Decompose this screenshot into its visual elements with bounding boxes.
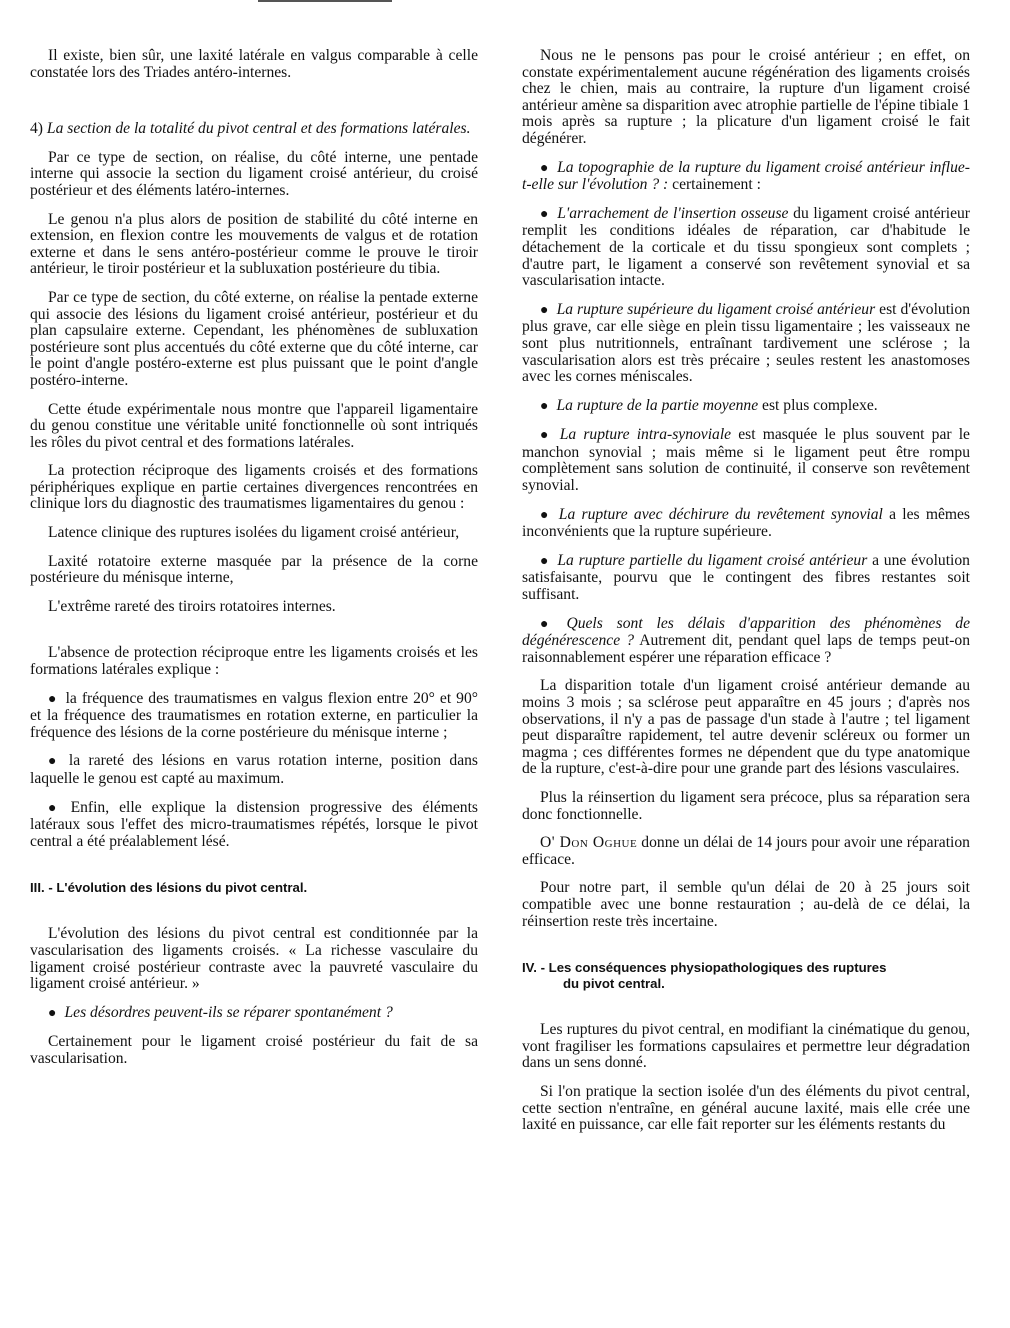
section-4-title bbox=[30, 121, 478, 138]
right-column bbox=[522, 48, 970, 1146]
paragraph: Plus la réinsertion du ligament sera précoce, plus sa réparation sera donc fonctionnelle. bbox=[522, 788, 970, 823]
paragraph: Par ce type de section, on réalise, du côté interne, une pentade interne qui associe la section du ligament croisé antérieur, du croisé postérieur et des éléments latéro-internes. bbox=[30, 148, 478, 199]
paragraph: La protection réciproque des ligaments croisés et des formations périphériques explique en partie certaines divergences rencontrées en clinique lors du diagnostic des traumatismes ligamentaires du genou : bbox=[30, 462, 478, 513]
bullet-item: ● Les désordres peuvent-ils se réparer spontanément ? bbox=[48, 1003, 393, 1021]
author-name: O' Don Oghue bbox=[540, 834, 638, 852]
paragraph: Il existe, bien sûr, une laxité latérale en valgus comparable à celle constatée lors des Triades antéro-internes. bbox=[30, 47, 478, 81]
paragraph: L'extrême rareté des tiroirs rotatoires internes. bbox=[48, 597, 336, 615]
bullet-item: ● La rupture avec déchirure du revêtement synovial a les mêmes inconvénients que la rupture supérieure. bbox=[522, 505, 970, 541]
section-number: 4) bbox=[30, 120, 43, 138]
paragraph: O' Don Oghue donne un délai de 14 jours pour avoir une réparation efficace. bbox=[522, 834, 970, 868]
paragraph: La disparition totale d'un ligament croisé antérieur demande au moins 3 mois ; sa sclérose peut apparaître en 45 jours ; d'après nos observations, il n'y a pas de passage d'un stade à l'autre ; tel ligament peut disparaître rapidement, tel autre devenir scléreux ou former un magma ; ces différentes formes ne dépendent que du type anatomique de la rupture, c'est-à-dire pour une grande part des lésions vasculaires. bbox=[522, 677, 970, 778]
bullet-item: ● La rupture supérieure du ligament croisé antérieur est d'évolution plus grave, car elle siège en plein tissu ligamentaire ; les vaisseaux ne sont plus nutritionnels, entraînant tardivement une sclérose ; la vascularisation alors est très précaire ; seules restent les anastomoses avec les cornes méniscales. bbox=[522, 300, 970, 386]
paragraph: L'absence de protection réciproque entre les ligaments croisés et les formations latérales explique : bbox=[30, 644, 478, 679]
top-rule bbox=[258, 0, 392, 2]
bullet-icon: ● bbox=[48, 800, 63, 816]
paragraph: Nous ne le pensons pas pour le croisé antérieur ; en effet, on constate expérimentalement aucune régénération des ligaments croisés chez le chien, mais au contraire, la rupture d'un ligament croisé antérieur amène sa disparition avec atrophie partielle de l'épine tibiale 1 mois après sa rupture ; la plicature d'un ligament croisé le fait dégénérer. bbox=[522, 47, 970, 147]
bullet-icon: ● bbox=[540, 507, 551, 523]
bullet-icon: ● bbox=[48, 691, 58, 707]
bullet-icon: ● bbox=[540, 398, 549, 414]
paragraph: Certainement pour le ligament croisé postérieur du fait de sa vascularisation. bbox=[30, 1033, 478, 1067]
section-3-heading: III. - L'évolution des lésions du pivot central. bbox=[30, 880, 308, 896]
paragraph: Si l'on pratique la section isolée d'un des éléments du pivot central, cette section n'entraîne, en général aucune laxité, mais elle crée une laxité en puissance, car elle fait reporter sur les éléments restants du bbox=[522, 1082, 970, 1134]
bullet-item: ● La rupture intra-synoviale est masquée le plus souvent par le manchon synovial ; mais même si le ligament peut être rompu complètement sans solution de continuité, il conserve son revêtement synovial. bbox=[522, 426, 970, 495]
bullet-icon: ● bbox=[540, 553, 550, 569]
paragraph: Les ruptures du pivot central, en modifiant la cinématique du genou, vont fragiliser les formations capsulaires et permettre leur dégradation dans un sens donné. bbox=[522, 1021, 970, 1072]
left-column bbox=[30, 48, 478, 1080]
bullet-icon: ● bbox=[48, 754, 61, 770]
bullet-icon: ● bbox=[540, 302, 549, 318]
bullet-item: ● la rareté des lésions en varus rotation interne, position dans laquelle le genou est capté au maximum. bbox=[30, 752, 478, 787]
paragraph: Latence clinique des ruptures isolées du ligament croisé antérieur, bbox=[48, 524, 460, 542]
bullet-item: ● la fréquence des traumatismes en valgus flexion entre 20° et 90° et la fréquence des traumatismes en rotation externe, en particulier la fréquence des lésions de la corne postérieure du ménisque interne ; bbox=[30, 689, 478, 741]
bullet-item: ● La rupture de la partie moyenne est plus complexe. bbox=[540, 396, 878, 414]
bullet-item: ● L'arrachement de l'insertion osseuse du ligament croisé antérieur remplit les conditions idéales de réparation, car d'habitude le détachement de la corticale et du tissu spongieux sont complets ; d'autre part, le ligament a conservé son revêtement synovial et sa vascularisation intacte. bbox=[522, 204, 970, 290]
bullet-item: ● La rupture partielle du ligament croisé antérieur a une évolution satisfaisante, pourvu que le contingent des fibres restantes soit suffisant. bbox=[522, 551, 970, 604]
paragraph: Laxité rotatoire externe masquée par la présence de la corne postérieure du ménisque interne, bbox=[30, 552, 478, 587]
bullet-item: ● Quels sont les délais d'apparition des phénomènes de dégénérescence ? Autrement dit, pendant quel laps de temps peut-on raisonnablement espérer une réparation efficace ? bbox=[522, 614, 971, 666]
paragraph: Le genou n'a plus alors de position de stabilité du côté interne en extension, en flexion contre les mouvements de valgus et de rotation externe et dans le sens antéro-postérieur comme le prouve le tiroir antérieur, le tiroir postérieur et la subluxation postérieure du tibia. bbox=[30, 210, 478, 278]
bullet-icon: ● bbox=[540, 160, 550, 176]
paragraph: L'évolution des lésions du pivot central est conditionnée par la vascularisation des ligaments croisés. « La richesse vasculaire du ligament croisé postérieur contraste avec la pauvreté vasculaire du ligament croisé antérieur. » bbox=[30, 925, 478, 993]
bullet-item: ● La topographie de la rupture du ligament croisé antérieur influe-t-elle sur l'évolution ? : certainement : bbox=[522, 158, 970, 194]
bullet-icon: ● bbox=[540, 206, 550, 222]
bullet-item: ● Enfin, elle explique la distension progressive des éléments latéraux sous l'effet des micro-traumatismes répétés, lorsque le pivot central a été préalablement lésé. bbox=[30, 798, 478, 850]
paragraph: Cette étude expérimentale nous montre que l'appareil ligamentaire du genou constitue une véritable unité fonctionnelle où sont intriqués les rôles du pivot central et des formations latérales. bbox=[30, 400, 478, 451]
bullet-icon: ● bbox=[48, 1005, 57, 1021]
bullet-icon: ● bbox=[540, 428, 552, 444]
section-4-heading: IV. - Les conséquences physiopathologiques des ruptures du pivot central. bbox=[522, 960, 887, 992]
paragraph: Pour notre part, il semble qu'un délai de 20 à 25 jours soit compatible avec une bonne restauration ; au-delà de ce délai, la réinsertion reste très incertaine. bbox=[522, 879, 970, 930]
section-title-text: La section de la totalité du pivot central et des formations latérales. bbox=[46, 120, 471, 138]
bullet-icon: ● bbox=[540, 616, 559, 632]
paragraph: Par ce type de section, du côté externe, on réalise la pentade externe qui associe des lésions du ligament croisé antérieur, postérieur et du plan capsulaire externe. Cependant, les phénomènes de subluxation postérieure sont plus accentués du côté externe que du côté interne, car le point d'angle postéro-externe est plus puissant que le point d'angle postéro-interne. bbox=[30, 288, 478, 389]
